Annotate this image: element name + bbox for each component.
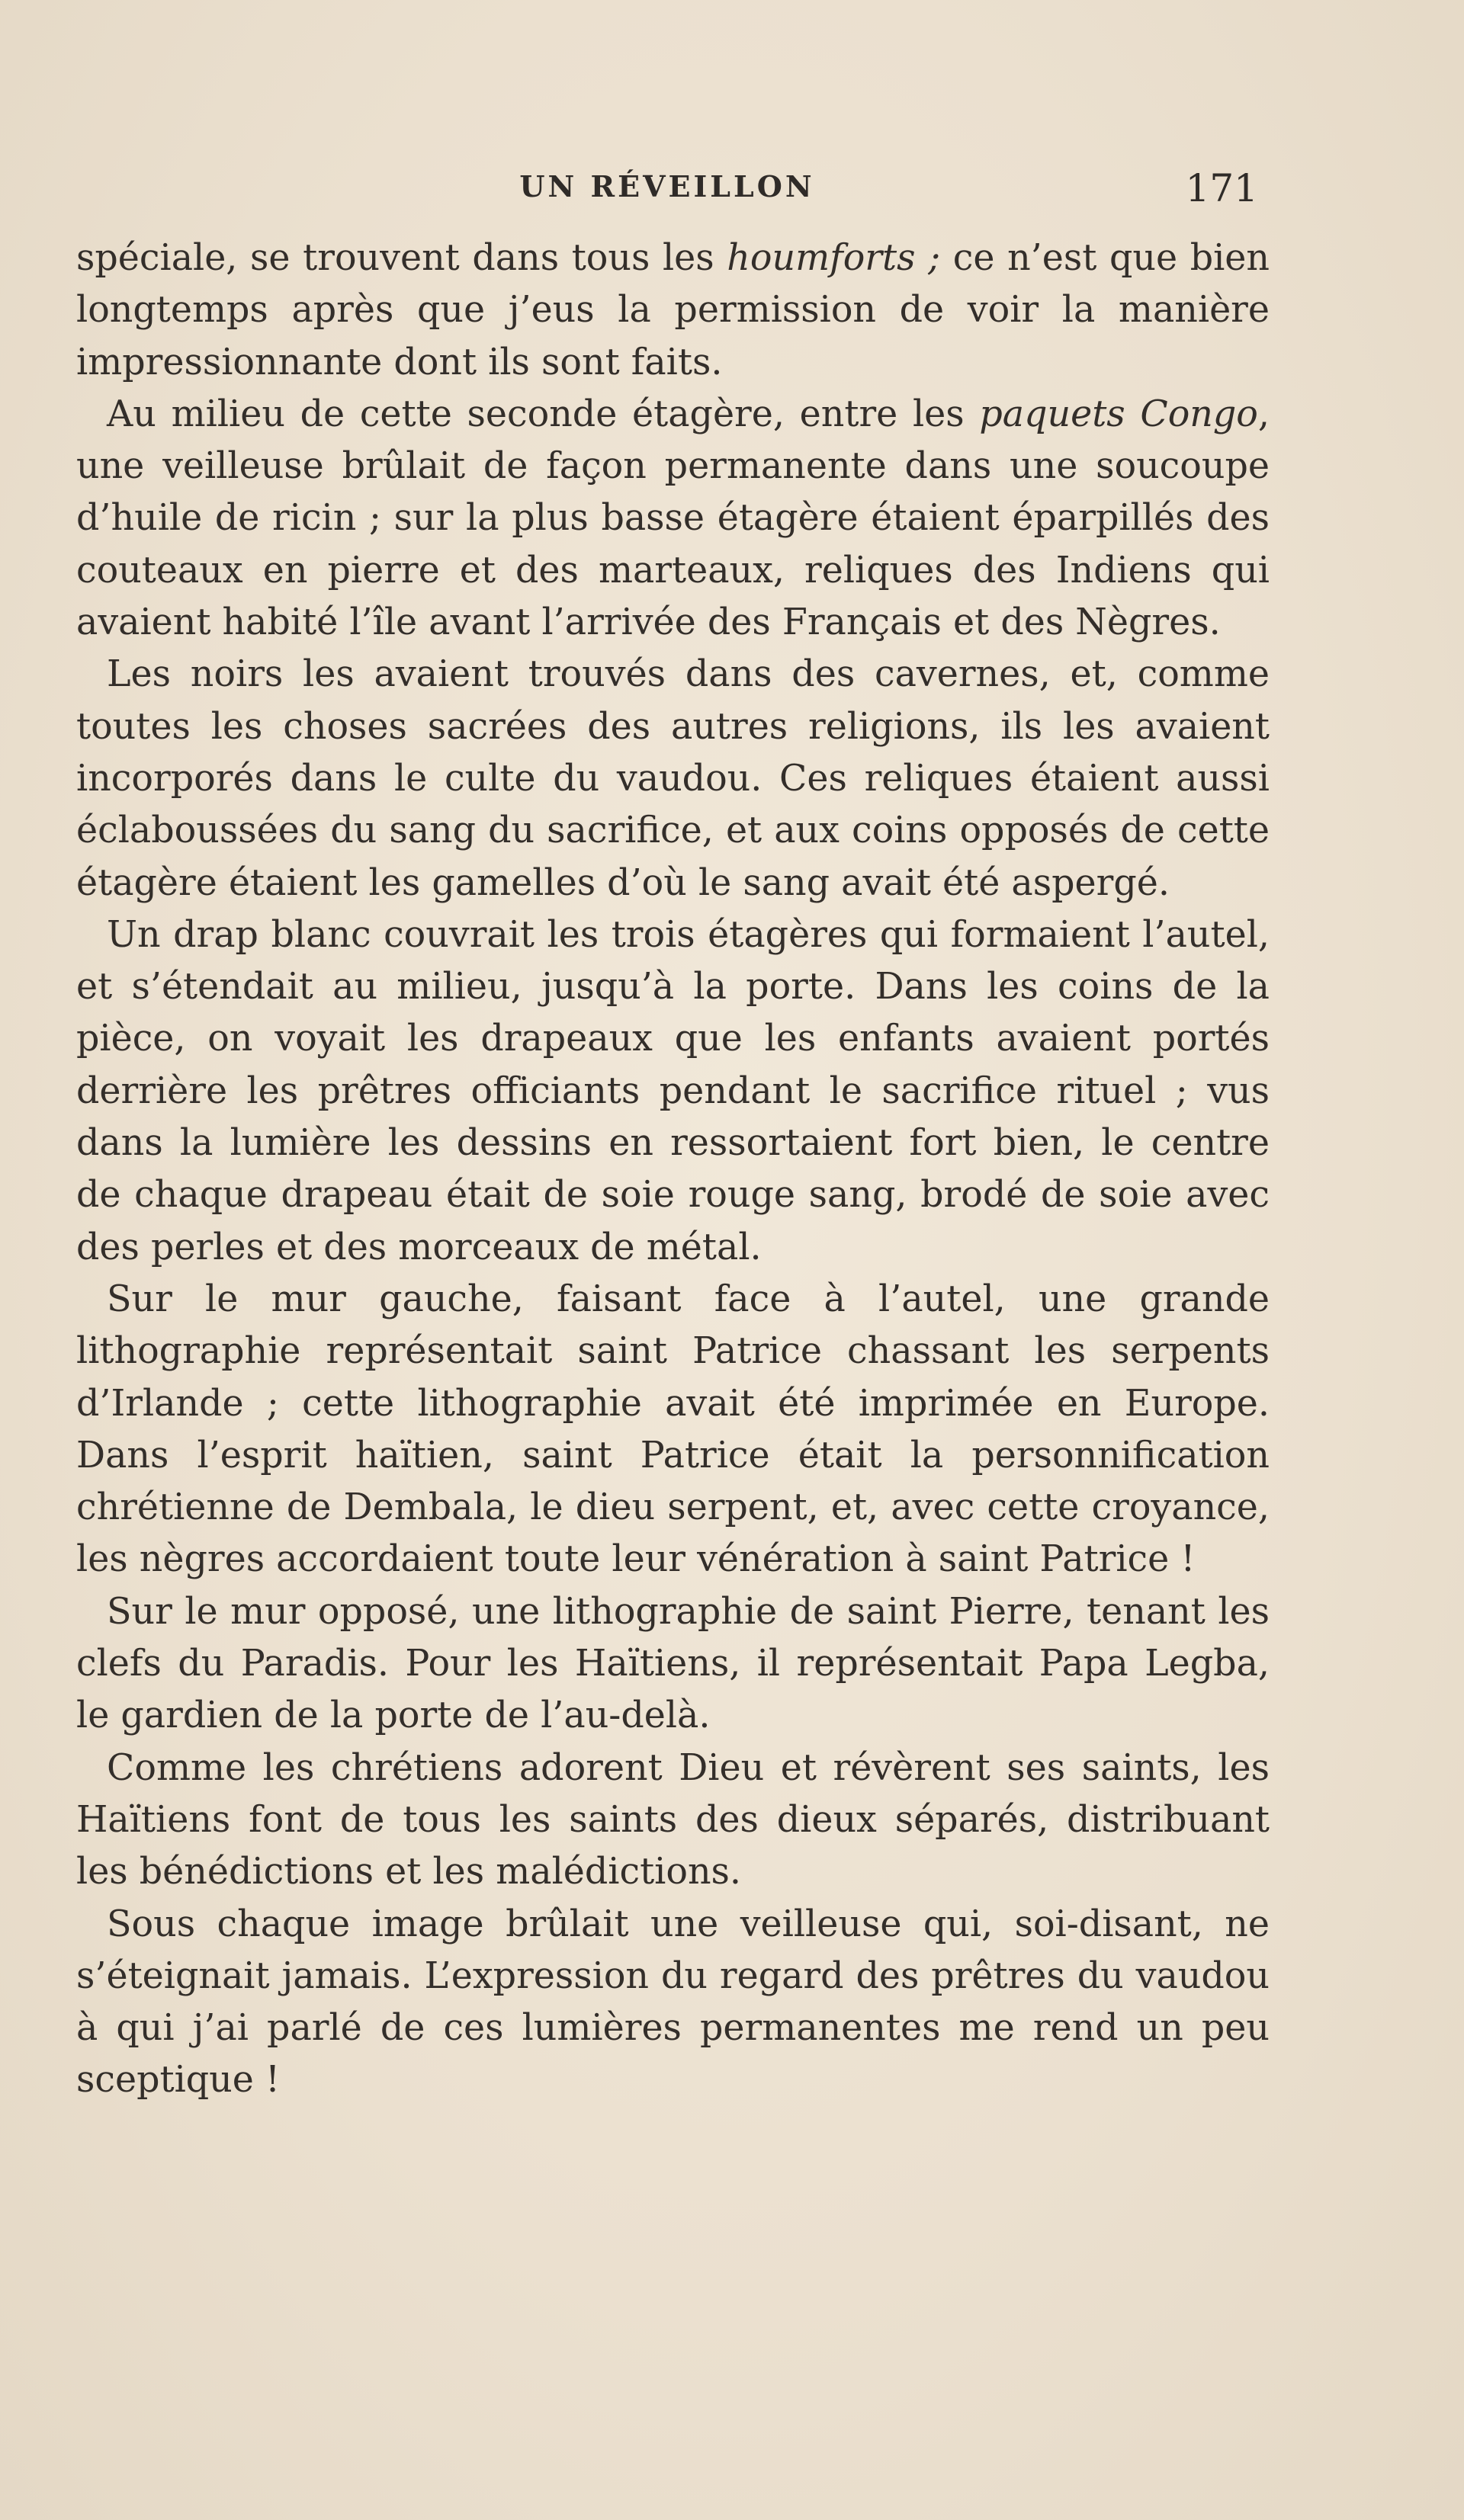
running-head	[76, 166, 1258, 215]
paragraph-1-text-b: ce n’est que bien longtemps après que j’eus la permission de voir la manière impressionnante dont ils sont faits.	[76, 237, 1270, 383]
paragraph-2-italic: paquets Congo	[979, 393, 1258, 435]
paragraph-1	[76, 232, 1270, 389]
running-title: UN RÉVEILLON	[519, 169, 815, 204]
paragraph-3: Les noirs les avaient trouvés dans des cavernes, et, comme toutes les choses sacrées des autres religions, ils les avaient incorporés dans le culte du vaudou. Ces reliques étaient aussi éclaboussées du sang du sacrifice, et aux coins opposés de cette étagère étaient les gamelles d’où le sang avait été aspergé.	[76, 653, 1270, 904]
paragraph-2-text-a: Au milieu de cette seconde étagère, entre les	[107, 393, 980, 435]
body-text	[76, 232, 1270, 2107]
paragraph-1-italic: houmforts ;	[727, 237, 941, 279]
paragraph-6: Sur le mur opposé, une lithographie de saint Pierre, tenant les clefs du Paradis. Pour les Haïtiens, il représentait Papa Legba, le gardien de la porte de l’au-delà.	[76, 1590, 1270, 1737]
paragraph-1-text-a: spéciale, se trouvent dans tous les	[76, 237, 727, 279]
paragraph-4: Un drap blanc couvrait les trois étagères qui formaient l’autel, et s’étendait au milieu, jusqu’à la porte. Dans les coins de la pièce, on voyait les drapeaux que les enfants avaient portés derrière les prêtres officiants pendant le sacrifice rituel ; vus dans la lumière les dessins en ressortaient fort bien, le centre de chaque drapeau était de soie rouge sang, brodé de soie avec des perles et des morceaux de métal.	[76, 913, 1270, 1268]
paragraph-8: Sous chaque image brûlait une veilleuse qui, soi-disant, ne s’éteignait jamais. L’expression du regard des prêtres du vaudou à qui j’ai parlé de ces lumières permanentes me rend un peu sceptique !	[76, 1903, 1270, 2102]
paragraph-2-text-b: , une veilleuse brûlait de façon permanente dans une soucoupe d’huile de ricin ; sur la plus basse étagère étaient éparpillés des couteaux en pierre et des marteaux, reliques des Indiens qui avaient habité l’île avant l’arrivée des Français et des Nègres.	[76, 393, 1270, 644]
paragraph-7: Comme les chrétiens adorent Dieu et révèrent ses saints, les Haïtiens font de tous les saints des dieux séparés, distribuant les bénédictions et les malédictions.	[76, 1746, 1270, 1893]
paragraph-5: Sur le mur gauche, faisant face à l’autel, une grande lithographie représentait saint Patrice chassant les serpents d’Irlande ; cette lithographie avait été imprimée en Europe. Dans l’esprit haïtien, saint Patrice était la personnification chrétienne de Dembala, le dieu serpent, et, avec cette croyance, les nègres accordaient toute leur vénération à saint Patrice !	[76, 1278, 1270, 1581]
paragraph-2	[76, 389, 1270, 649]
page-number: 171	[1185, 166, 1258, 210]
